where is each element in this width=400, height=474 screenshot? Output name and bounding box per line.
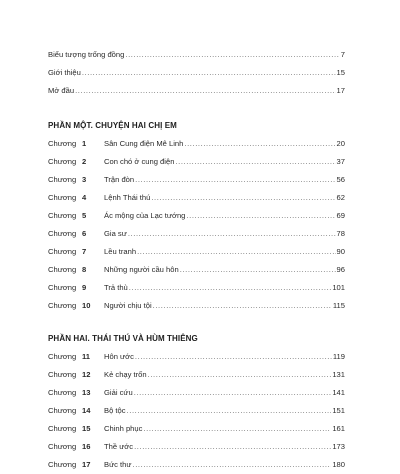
chapter-page-number: 131 [332,370,345,379]
chapter-label: Chương [48,283,77,292]
chapter-number: 16 [82,442,91,451]
toc-chapter-entry[interactable] [48,456,345,474]
chapter-label: Chương [48,265,77,274]
chapter-page-number: 37 [336,157,345,166]
dot-leader [134,384,332,402]
toc-chapter-entry[interactable] [48,420,345,438]
toc-front-entry[interactable] [48,46,345,64]
entry-title: Biểu tượng trống đồng [48,50,125,59]
toc-chapter-entry[interactable] [48,207,345,225]
toc-chapter-entry[interactable] [48,297,345,315]
chapter-number: 12 [82,370,91,379]
chapter-number: 15 [82,424,91,433]
chapter-title: Người chịu tội [104,301,152,310]
toc-chapter-entry[interactable] [48,384,345,402]
dot-leader [82,64,336,82]
dot-leader [151,189,335,207]
chapter-page-number: 96 [336,265,345,274]
chapter-label: Chương [48,460,77,469]
chapter-label: Chương [48,211,77,220]
chapter-page-number: 115 [332,301,345,310]
chapter-label: Chương [48,352,77,361]
dot-leader [129,279,332,297]
toc-front-entry[interactable] [48,82,345,100]
toc-chapter-entry[interactable] [48,348,345,366]
toc-chapter-entry[interactable] [48,153,345,171]
chapter-title: Bộ tộc [104,406,126,415]
chapter-title: Trận đòn [104,175,135,184]
dot-leader [135,348,332,366]
chapter-page-number: 173 [332,442,345,451]
chapter-page-number: 56 [336,175,345,184]
chapter-title: Lệnh Thái thú [104,193,151,202]
dot-leader [175,153,335,171]
chapter-title: Con chó ở cung điện [104,157,175,166]
chapter-title: Thề ước [104,442,134,451]
chapter-title: Lều tranh [104,247,137,256]
chapter-page-number: 62 [336,193,345,202]
chapter-page-number: 119 [332,352,345,361]
dot-leader [75,82,335,100]
chapter-number: 10 [82,301,91,310]
toc-chapter-entry[interactable] [48,402,345,420]
toc-chapter-entry[interactable] [48,438,345,456]
chapter-number: 13 [82,388,91,397]
chapter-page-number: 141 [332,388,345,397]
part-two-heading: PHẦN HAI. THÁI THÚ VÀ HÙM THIÊNG [48,334,198,343]
dot-leader [137,243,335,261]
dot-leader [153,297,332,315]
chapter-label: Chương [48,370,77,379]
toc-chapter-entry[interactable] [48,225,345,243]
toc-chapter-entry[interactable] [48,243,345,261]
chapter-title: Giải cứu [104,388,133,397]
toc-chapter-entry[interactable] [48,261,345,279]
table-of-contents [48,46,345,474]
dot-leader [128,225,336,243]
chapter-page-number: 69 [336,211,345,220]
toc-chapter-entry[interactable] [48,189,345,207]
chapter-title: Những người cầu hôn [104,265,179,274]
chapter-number: 3 [82,175,87,184]
dot-leader [132,456,331,474]
chapter-number: 14 [82,406,91,415]
chapter-title: Sân Cung điện Mê Linh [104,139,184,148]
chapter-label: Chương [48,193,77,202]
toc-chapter-entry[interactable] [48,366,345,384]
chapter-title: Bức thư [104,460,132,469]
chapter-label: Chương [48,175,77,184]
toc-chapter-entry[interactable] [48,171,345,189]
chapter-page-number: 180 [332,460,345,469]
chapter-label: Chương [48,157,77,166]
entry-title: Giới thiệu [48,68,81,77]
entry-page-number: 15 [336,68,345,77]
chapter-number: 5 [82,211,87,220]
chapter-title: Hôn ước [104,352,134,361]
chapter-page-number: 161 [332,424,345,433]
toc-front-entry[interactable] [48,64,345,82]
chapter-page-number: 78 [336,229,345,238]
dot-leader [125,46,339,64]
dot-leader [186,207,335,225]
chapter-number: 17 [82,460,91,469]
entry-title: Mở đầu [48,86,75,95]
dot-leader [135,171,335,189]
chapter-page-number: 90 [336,247,345,256]
chapter-title: Trả thù [104,283,128,292]
entry-page-number: 7 [340,50,345,59]
chapter-label: Chương [48,406,77,415]
chapter-label: Chương [48,442,77,451]
chapter-label: Chương [48,388,77,397]
chapter-number: 1 [82,139,87,148]
dot-leader [143,420,331,438]
chapter-title: Ác mộng của Lạc tướng [104,211,186,220]
chapter-number: 4 [82,193,87,202]
chapter-title: Kẻ chạy trốn [104,370,147,379]
chapter-label: Chương [48,301,77,310]
chapter-number: 8 [82,265,87,274]
chapter-title: Gia sư [104,229,127,238]
chapter-number: 7 [82,247,87,256]
chapter-label: Chương [48,139,77,148]
chapter-title: Chinh phục [104,424,143,433]
dot-leader [184,135,335,153]
chapter-page-number: 101 [332,283,345,292]
chapter-number: 11 [82,352,91,361]
chapter-number: 6 [82,229,87,238]
dot-leader [127,402,332,420]
chapter-label: Chương [48,229,77,238]
part-one-heading: PHẦN MỘT. CHUYỆN HAI CHỊ EM [48,121,177,130]
chapter-label: Chương [48,424,77,433]
dot-leader [134,438,331,456]
chapter-label: Chương [48,247,77,256]
dot-leader [180,261,336,279]
dot-leader [148,366,332,384]
chapter-number: 9 [82,283,87,292]
entry-page-number: 17 [336,86,345,95]
toc-chapter-entry[interactable] [48,135,345,153]
chapter-number: 2 [82,157,87,166]
toc-chapter-entry[interactable] [48,279,345,297]
chapter-page-number: 20 [336,139,345,148]
chapter-page-number: 151 [332,406,345,415]
